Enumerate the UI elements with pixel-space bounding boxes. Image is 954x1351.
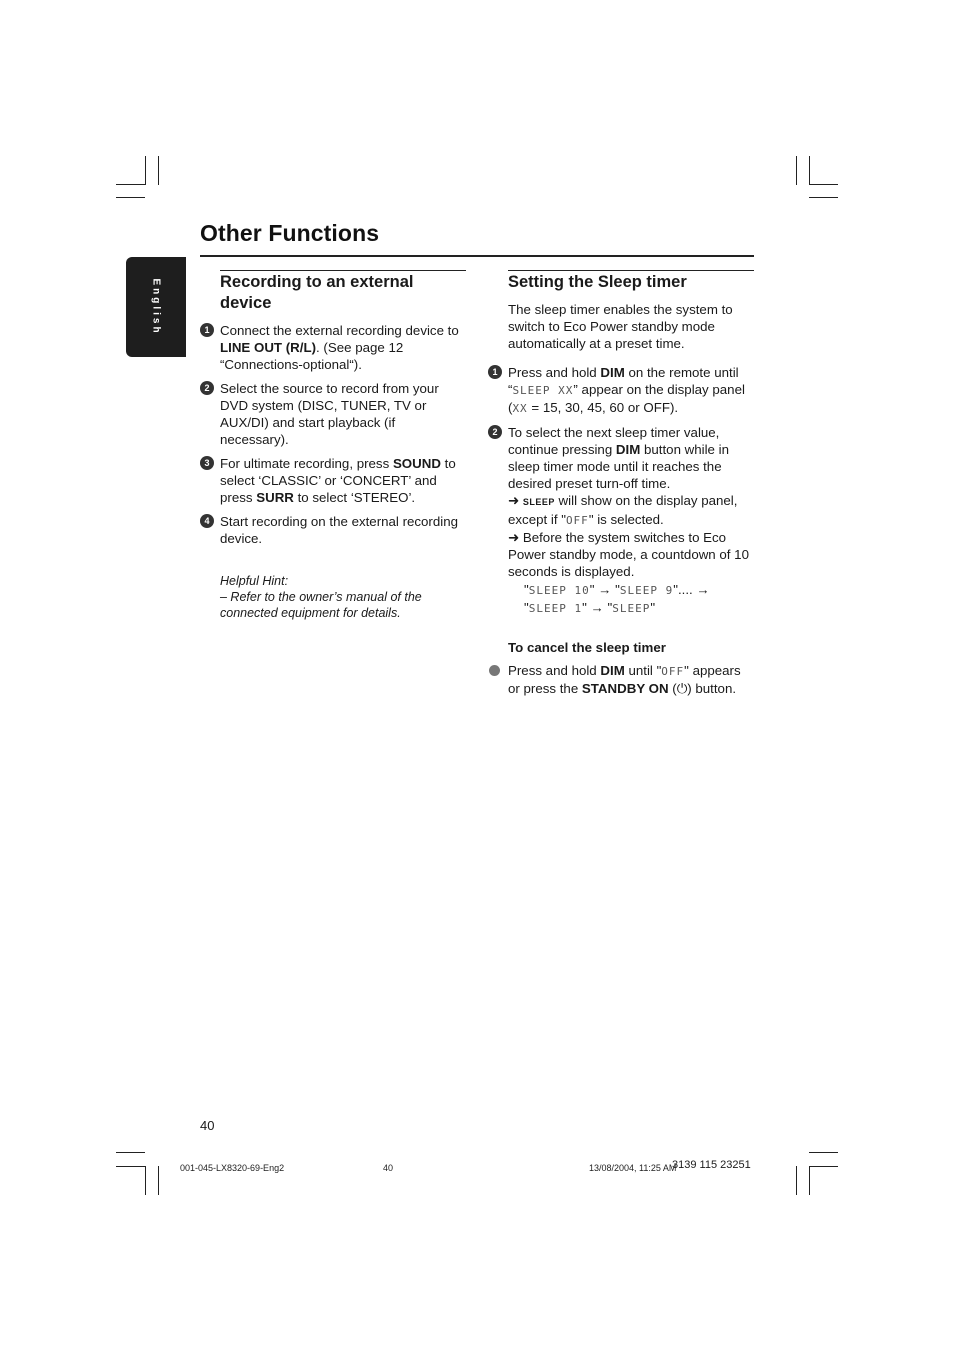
text-run: ( [668, 681, 677, 696]
text-run: = 15, 30, 45, 60 or OFF). [527, 400, 679, 415]
page-number: 40 [200, 1118, 215, 1133]
countdown-line-1 [524, 581, 754, 599]
display-text: SLEEP 1 [528, 602, 583, 615]
hint-title: Helpful Hint: [220, 574, 289, 588]
text-run: " → " [589, 582, 620, 597]
bold-term: DIM [600, 365, 625, 380]
step-item [200, 455, 466, 506]
display-text: SLEEP 10 [528, 584, 590, 597]
text-run: Start recording on the external recording device. [220, 514, 459, 546]
countdown-sequence [508, 581, 754, 617]
cancel-sleep-title: To cancel the sleep timer [508, 640, 666, 655]
step-text [508, 425, 749, 579]
text-run: . (See page 12 “Connections-optional“). [220, 340, 404, 372]
footer-part-number: 3139 115 23251 [672, 1159, 751, 1171]
step-number-icon: 2 [200, 381, 214, 395]
display-text: SLEEP 9 [619, 584, 674, 597]
text-run: button while in sleep timer mode until it reaches the desired preset turn-off time. [508, 442, 729, 491]
text-run: Press and hold [508, 365, 601, 380]
step-item [200, 380, 466, 448]
bold-term: LINE OUT (R/L) [220, 340, 317, 355]
footer-file-name: 001-045-LX8320-69-Eng2 [180, 1163, 285, 1173]
text-run: " [524, 582, 529, 597]
text-run: to select ‘CLASSIC’ or ‘CONCERT’ and press [220, 456, 456, 505]
step-item [200, 322, 466, 373]
display-text: SLEEP [612, 602, 651, 615]
display-text: OFF [565, 514, 589, 527]
sleep-section-title: Setting the Sleep timer [508, 273, 687, 291]
recording-section [200, 270, 466, 621]
text-run: Select the source to record from your DVD system (DISC, TUNER, TV or AUX/DI) and start playback (if necessary). [220, 381, 439, 447]
text-run: " [524, 600, 529, 615]
recording-steps [200, 322, 466, 547]
sleep-steps [488, 364, 754, 580]
step-number-icon: 4 [200, 514, 214, 528]
text-run: For ultimate recording, press [220, 456, 393, 471]
text-run: ) button. [687, 681, 737, 696]
step-number-icon: 3 [200, 456, 214, 470]
footer-timestamp: 13/08/2004, 11:25 AM [589, 1163, 677, 1173]
bold-term: SURR [256, 490, 294, 505]
bold-term: DIM [600, 663, 625, 678]
display-text: SLEEP XX [512, 384, 574, 397]
recording-section-title: Recording to an external device [220, 273, 414, 312]
language-tab-label: English [150, 278, 162, 336]
bullet-icon [489, 665, 500, 676]
text-run: " appears or press the [508, 663, 741, 696]
step-text [220, 381, 439, 447]
step-text [220, 514, 458, 546]
text-run: on the remote until “ [508, 365, 739, 397]
step-text [220, 323, 459, 372]
text-run: " [650, 600, 656, 615]
display-text: OFF [661, 665, 685, 678]
helpful-hint [220, 573, 466, 621]
step-number-icon: 1 [200, 323, 214, 337]
step-item [200, 513, 466, 547]
hint-text: – Refer to the owner’s manual of the connected equipment for details. [220, 590, 422, 620]
title-rule [200, 255, 754, 257]
countdown-line-2 [524, 599, 754, 617]
text-run: ” appear on the display panel ( [508, 382, 745, 415]
bold-term: SOUND [392, 456, 441, 471]
text-run: to select ‘STEREO’. [293, 490, 416, 505]
display-text: XX [512, 402, 528, 415]
bold-term: DIM [615, 442, 641, 457]
step-number-icon: 1 [488, 365, 502, 379]
text-run: Press and hold [508, 663, 601, 678]
text-run: To select the next sleep timer value, continue pressing [508, 425, 720, 457]
cancel-sleep-text [508, 663, 741, 696]
text-run: ⏻ [676, 681, 688, 696]
text-run: " → " [582, 600, 613, 615]
step-text [220, 456, 456, 505]
text-run: " is selected. [588, 512, 664, 527]
page-title: Other Functions [200, 220, 380, 246]
language-tab [126, 257, 186, 357]
sleep-timer-section [488, 270, 754, 704]
text-run: ".... → [673, 582, 710, 597]
bold-term: STANDBY ON [581, 681, 669, 696]
step-number-icon: 2 [488, 425, 502, 439]
step-item [488, 364, 754, 417]
display-text: SLEEP [522, 497, 555, 507]
footer-sheet-number: 40 [383, 1163, 394, 1173]
text-run: ➜ Before the system switches to Eco Power standby mode, a countdown of 10 seconds is displayed. [508, 530, 749, 579]
sleep-intro: The sleep timer enables the system to switch to Eco Power standby mode automatically at a preset time. [508, 302, 733, 351]
step-item [488, 424, 754, 580]
text-run: until " [624, 663, 662, 678]
cancel-sleep-step [488, 662, 754, 697]
text-run: will show on the display panel, except if " [508, 493, 738, 527]
text-run: ➜ [508, 493, 523, 508]
text-run: Connect the external recording device to [220, 323, 459, 338]
step-text [508, 365, 745, 415]
